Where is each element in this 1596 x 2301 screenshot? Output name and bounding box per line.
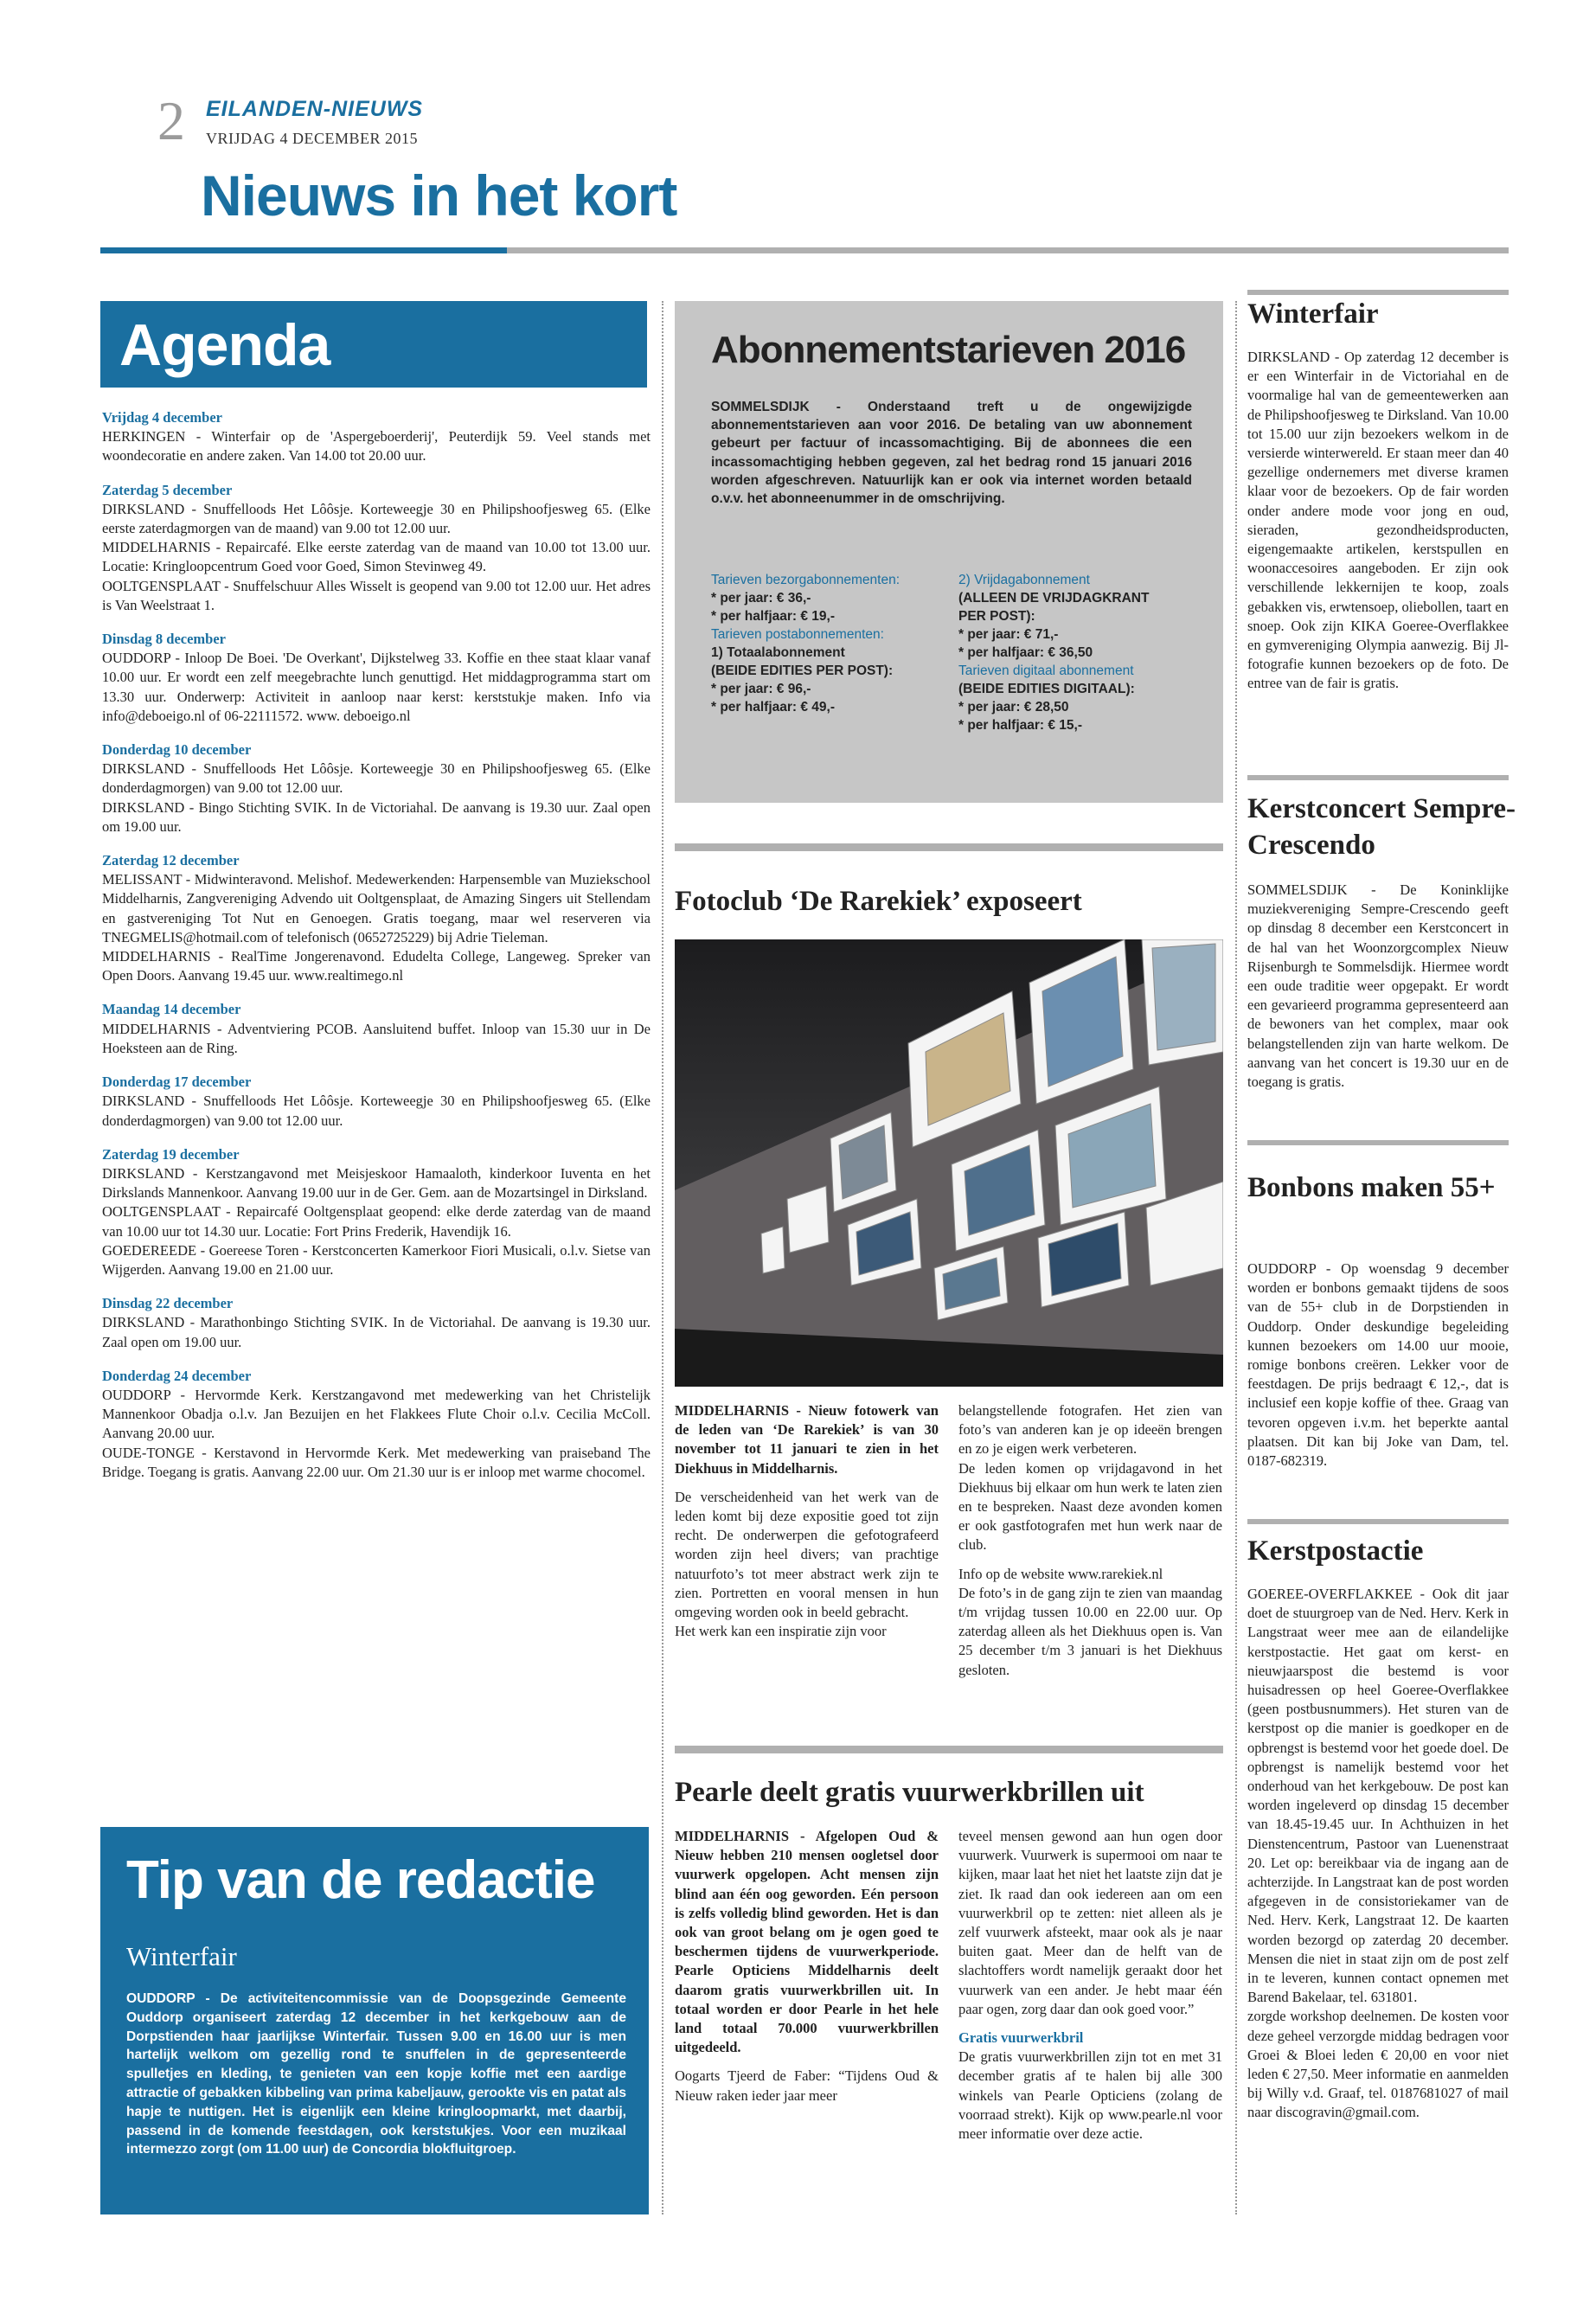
subscription-intro: SOMMELSDIJK - Onderstaand treft u de ongewijzigde abonnementstarieven aan voor 2016. De betaling van uw abonnement gebeurt per factuur of incassomachtiging. Bij de abonnees die een incassomachtiging hebben gegeven, zal het bedrag rond 15 januari 2016 worden afgeschreven. Natuurlijk kan er ook via internet worden betaald o.v.v. het abonneenummer in de omschrijving. [711,400,1192,507]
tip-subtitle: Winterfair [126,1941,237,1971]
agenda-entry: DIRKSLAND - Snuffelloods Het Lôôsje. Korteweegje 30 en Philipshoofjesweg 65. (Elke donderdagmorgen) van 9.00 tot 12.00 uur. [102,1093,651,1129]
kerstpost-body: GOEREE-OVERFLAKKEE - Ook dit jaar doet de stuurgroep van de Ned. Herv. Kerk in Langstraat weer mee aan de eilandelijke kerstpostactie. Het gaat om kerst- en nieuwjaarspost die bestemd is voor huisadressen op heel Goeree-Overflakkee (geen postbusnummers). Het sturen van de kerstpost op die manier is goedkoper en de opbrengst is bestemd voor het goede doel. De opbrengst is namelijk bestemd voor het onderhoud van het kerkgebouw. De post kan worden ingeleverd op dinsdag 15 december van 18.45-19.45 uur. In Achthuizen in het Dienstencentrum, Pastoor van Luenenstraat 20. Let op: bereikbaar via de ingang aan de achterzijde. In Langstraat kan de post worden afgegeven in de consistoriekamer van de Ned. Herv. Kerk, Langstraat 12. De kaarten worden bezorgd op zaterdag 20 december. Mensen die niet in staat zijn om de post zelf in te leveren, kunnen contact opnemen met Barend Bakelaar, tel. 631801. zorgde workshop deelnemen. De kosten voor deze geheel verzorgde middag bedragen voor Groei & Bloei leden € 20,00 en voor niet leden € 27,50. Meer informatie en aanmelden bij Willy v.d. Graaf, tel. 0187681027 of mail naar discogravin@gmail.com. [1247,1586,1509,2121]
column-divider [662,301,663,2214]
pearle-col-1 [675,1827,939,2106]
rates-heading: 2) Vrijdagabonnement [958,573,1090,587]
agenda-day: Donderdag 24 december [102,1367,252,1384]
agenda-day: Donderdag 10 december [102,741,252,759]
subscription-rates-left [711,571,940,716]
header-rule-accent [100,247,507,253]
agenda-day: Zaterdag 19 december [102,1145,240,1163]
pearle-title: Pearle deelt gratis vuurwerkbrillen uit [675,1777,1144,1808]
article-rule [1247,290,1509,295]
kerstconcert-title: Kerstconcert Sempre-Crescendo [1247,793,1516,861]
agenda-day: Zaterdag 12 december [102,852,240,869]
exhibition-photo-image [675,939,1223,1387]
article-rule [1247,1519,1509,1524]
rates-heading: Tarieven digitaal abonnement [958,663,1134,678]
article-rule [675,1746,1223,1753]
rate-line: (BEIDE EDITIES DIGITAAL): [958,682,1135,696]
rate-line: PER POST): [958,609,1035,624]
fotoclub-paragraph: Info op de website www.rarekiek.nl [958,1565,1163,1582]
agenda-day: Dinsdag 8 december [102,631,226,648]
section-title: Nieuws in het kort [201,163,677,228]
pearle-col-2 [958,1827,1222,2144]
fotoclub-paragraph: belangstellende fotografen. Het zien van foto’s van anderen kan je op ideeën brengen en zo je eigen werk verbeteren. [958,1402,1222,1458]
bonbons-title: Bonbons maken 55+ [1247,1172,1496,1203]
header-rule [507,247,1509,253]
rates-heading: Tarieven bezorgabonnementen: [711,573,901,587]
fotoclub-col-1 [675,1401,939,1641]
pearle-paragraph: De gratis vuurwerkbrillen zijn tot en met 31 december gratis af te halen bij alle 300 winkels van Pearle Opticiens (zolang de voorraad strekt). Kijk op www.pearle.nl voor meer informatie over deze actie. [958,2048,1222,2143]
rate-line: (BEIDE EDITIES PER POST): [711,663,894,678]
agenda-entry: HERKINGEN - Winterfair op de 'Aspergeboerderij', Peuterdijk 59. Veel stands met woondecoratie en andere zaken. Van 14.00 tot 20.00 uur. [102,428,651,465]
winterfair-body: DIRKSLAND - Op zaterdag 12 december is er een Winterfair in de Victoriahal en de voormalige hal van de gemeentewerken aan de Philipshoofjesweg te Dirksland. Van 10.00 tot 15.00 uur zijn bezoekers welkom in de versierde winterwereld. Er staan meer dan 40 gezellige ondernemers met diverse kramen klaar voor de bezoekers. Op de fair worden onder andere mode voor jong en oud, sieraden, gezondheidsproducten, eigengemaakte artikelen, kerstspullen en woonaccesoires aangeboden. Er zijn ook verschillende lekkernijen te koop, zoals gebakken vis, erwtensoep, oliebollen, taart en snoep. Ook zijn KIKA Goeree-Overflakkee en gymvereniging Olympia aanwezig. Bij Jl- fotografie kunnen bezoekers op de foto. De entree van de fair is gratis. [1247,349,1509,692]
rate-line: * per jaar: € 36,- [711,591,811,606]
pearle-paragraph: teveel mensen gewond aan hun ogen door vuurwerk. Vuurwerk is supermooi om naar te kijken, maar laat het niet het laatste zijn dat je ziet. Ik raad dan ook iedereen aan om een vuurwerkbril op te zetten: niet alleen als je zelf vuurwerk afsteekt, maar ook als je naar buiten gaat. Meer dan de helft van de slachtoffers wordt namelijk geraakt door het vuurwerk van een ander. Je hebt maar één paar ogen, zorg daar dan ook goed voor.” [958,1828,1222,2017]
fotoclub-lead: MIDDELHARNIS - Nieuw fotowerk van de leden van ‘De Rarekiek’ is van 30 november tot 11 januari te zien in het Diekhuus in Middelharnis. [675,1402,939,1477]
exhibition-photo [675,939,1223,1387]
pearle-subheading: Gratis vuurwerkbril [958,2029,1084,2047]
column-divider [1235,301,1237,2214]
rate-line: (ALLEEN DE VRIJDAGKRANT [958,591,1150,606]
masthead-logo: EILANDEN-NIEUWS [206,97,424,121]
article-rule [1247,1140,1509,1145]
rate-line: * per halfjaar: € 36,50 [958,645,1093,660]
agenda-entry: OUDDORP - Inloop De Boei. 'De Overkant', Dijkstelweg 33. Koffie en thee staat klaar vanaf 10.00 uur. Er wordt een zelf meegebrachte lunch genuttigd. Het middagprogramma start om 13.30 uur. Onderwerp: Activiteit in aanloop naar kerst: kerststukje maken. Info via info@deboeigo.nl of 06-22111572. www. deboeigo.nl [102,650,651,724]
rates-heading: Tarieven postabonnementen: [711,627,884,642]
agenda-day: Dinsdag 22 december [102,1295,234,1312]
agenda-day: Donderdag 17 december [102,1074,252,1091]
fotoclub-paragraph: De foto’s in de gang zijn te zien van maandag t/m vrijdag tussen 10.00 en 22.00 uur. Op zaterdag alleen als het Diekhuus open is. Van 25 december t/m 3 januari is het Diekhuus gesloten. [958,1584,1222,1678]
winterfair-title: Winterfair [1247,298,1379,330]
rate-line: * per halfjaar: € 49,- [711,700,836,715]
agenda-entry: DIRKSLAND - Marathonbingo Stichting SVIK. In de Victoriahal. De aanvang is 19.30 uur. Zaal open om 19.00 uur. [102,1314,651,1350]
agenda-day: Zaterdag 5 december [102,481,233,498]
rate-line: * per halfjaar: € 15,- [958,718,1083,733]
agenda-entry: DIRKSLAND - Snuffelloods Het Lôôsje. Korteweegje 30 en Philipshoofjesweg 65. (Elke eerste zaterdagmorgen van de maand) van 9.00 tot 12.00 uur. MIDDELHARNIS - Repaircafé. Elke eerste zaterdag van de maand van 10.00 tot 13.00 uur. Locatie: Kringloopcentrum Goed voor Goed, Simon Stevinweg 49. OOLTGENSPLAAT - Snuffelschuur Alles Wisselt is geopend van 9.00 tot 12.00 uur. Het adres is Van Weelstraat 1. [102,500,651,613]
rate-line: * per halfjaar: € 19,- [711,609,836,624]
agenda-day: Vrijdag 4 december [102,409,222,426]
tip-body: OUDDORP - De activiteitencommissie van de Doopsgezinde Gemeente Ouddorp organiseert zaterdag 12 december in het kerkgebouw aan de Dorpstienden haar jaarlijkse Winterfair. Tussen 9.00 en 16.00 uur is men hartelijk welkom om gezellig rond te snuffelen in de gepresenteerde spulletjes en kleding, te genieten van een kopje koffie met een aardige attractie of gebakken kibbeling van prima kabeljauw, gerookte vis en patat als hapje te nuttigen. Het is eigenlijk een kleine kringloopmarkt, met daarbij, passend in de komende feestdagen, ook kerststukjes. Voor een muzikaal intermezzo zorgt (om 11.00 uur) de Concordia blokfluitgroep. [126,1991,626,2157]
fotoclub-col-2 [958,1401,1222,1680]
agenda-entry: MELISSANT - Midwinteravond. Melishof. Medewerkenden: Harpensemble van Muziekschool Middelharnis, Zangvereniging Advendo uit Ooltgensplaat, de Amazing Singers uit Stellendam en gastvereniging Tot Nut en Genoegen. Gratis toegang, maar wel reserveren via TNEGMELIS@hotmail.com of telefonisch (0652725229) bij Adrie Tieleman. MIDDELHARNIS - RealTime Jongerenavond. Edudelta College, Langeweg. Spreker van Open Doors. Aanvang 19.45 uur. www.realtimego.nl [102,871,651,984]
subscription-rates-right [958,571,1209,734]
subscription-title: Abonnementstarieven 2016 [711,329,1186,371]
rate-line: 1) Totaalabonnement [711,645,845,660]
kerstpost-title: Kerstpostactie [1247,1535,1424,1567]
pearle-lead: MIDDELHARNIS - Afgelopen Oud & Nieuw hebben 210 mensen oogletsel door vuurwerk opgelopen. Acht mensen zijn blind aan één oog geworden. Eén persoon is zelfs volledig blind geworden. Het is dan ook van groot belang om je ogen goed te beschermen tijdens de vuurwerkperiode. Pearle Opticiens Middelharnis deelt daarom gratis vuurwerkbrillen uit. In totaal worden er door Pearle in het hele land totaal 70.000 vuurwerkbrillen uitgedeeld. [675,1828,939,2056]
rate-line: * per jaar: € 96,- [711,682,811,696]
fotoclub-title: Fotoclub ‘De Rarekiek’ exposeert [675,886,1082,917]
agenda-entry: DIRKSLAND - Snuffelloods Het Lôôsje. Korteweegje 30 en Philipshoofjesweg 65. (Elke donderdagmorgen) van 9.00 tot 12.00 uur. DIRKSLAND - Bingo Stichting SVIK. In de Victoriahal. De aanvang is 19.30 uur. Zaal open om 19.00 uur. [102,760,651,835]
issue-date: VRIJDAG 4 DECEMBER 2015 [206,130,419,147]
agenda-title: Agenda [119,312,330,378]
rate-line: * per jaar: € 71,- [958,627,1059,642]
page-number: 2 [157,90,185,151]
tip-title: Tip van de redactie [126,1850,595,1910]
kerstconcert-body: SOMMELSDIJK - De Koninklijke muziekvereniging Sempre-Crescendo geeft op dinsdag 8 december een Kerstconcert in de hal van het Woonzorgcomplex Nieuw Rijsenburgh te Sommelsdijk. Hiermee wordt een oude traditie weer opgepakt. Er wordt een gevarieerd programma gepresenteerd aan de bewoners van het complex, maar ook belangstellenden zijn van harte welkom. De aanvang van het concert is 19.30 uur en de toegang is gratis. [1247,881,1509,1091]
bonbons-body: OUDDORP - Op woensdag 9 december worden er bonbons gemaakt tijdens de soos van de 55+ club in de Dorpstienden in Ouddorp. Onder deskundige begeleiding kunnen bezoekers om 14.00 uur mooie, romige bonbons creëren. Lekker voor de feestdagen. De prijs bedraagt € 12,-, dat is inclusief een kopje koffie of thee. Graag van tevoren opgeven i.v.m. het beperkte aantal plaatsen. Dit kan bij Joke van Dam, tel. 0187-682319. [1247,1260,1509,1470]
agenda-day: Maandag 14 december [102,1001,241,1018]
agenda-entry: MIDDELHARNIS - Adventviering PCOB. Aansluitend buffet. Inloop van 15.30 uur in De Hoeksteen aan de Ring. [102,1020,651,1056]
agenda-entry: OUDDORP - Hervormde Kerk. Kerstzangavond met medewerking van het Christelijk Mannenkoor Obadja o.l.v. Jan Bezuijen en het Flakkees Flute Choir o.l.v. Cecilia McColl. Aanvang 20.00 uur. OUDE-TONGE - Kerstavond in Hervormde Kerk. Met medewerking van praiseband The Bridge. Toegang is gratis. Aanvang 22.00 uur. Om 21.30 uur is er inloop met warme chocomel. [102,1386,651,1480]
fotoclub-paragraph: Het werk kan een inspiratie zijn voor [675,1623,887,1640]
agenda-list [102,408,651,1482]
fotoclub-paragraph: De verscheidenheid van het werk van de leden komt bij deze expositie goed tot zijn recht. De onderwerpen die gefotografeerd worden zijn heel divers; van prachtige natuurfoto’s tot meer abstract werk zijn te zien. Portretten en vooral mensen in hun omgeving worden ook in beeld gebracht. [675,1488,939,1621]
article-rule [1247,775,1509,780]
article-rule [675,843,1223,851]
rate-line: * per jaar: € 28,50 [958,700,1069,715]
fotoclub-paragraph: De leden komen op vrijdagavond in het Diekhuus bij elkaar om hun werk te laten zien en te bespreken. Naast deze avonden komen er ook gastfotografen met hun werk naar de club. [958,1459,1222,1554]
pearle-paragraph: Oogarts Tjeerd de Faber: “Tijdens Oud & Nieuw raken ieder jaar meer [675,2067,939,2104]
agenda-entry: DIRKSLAND - Kerstzangavond met Meisjeskoor Hamaaloth, kinderkoor Iuventa en het Dirkslands Mannenkoor. Aanvang 19.00 uur in de Ger. Gem. aan de Mozartsingel in Dirksland. OOLTGENSPLAAT - Repaircafé Ooltgensplaat geopend: elke derde zaterdag van de maand van 10.00 uur tot 14.30 uur. Locatie: Fort Prins Frederik, Havendijk 16. GOEDEREEDE - Goereese Toren - Kerstconcerten Kamerkoor Fiori Musicali, o.l.v. Sietse van Wijgerden. Aanvang 19.00 en 21.00 uur. [102,1164,651,1278]
